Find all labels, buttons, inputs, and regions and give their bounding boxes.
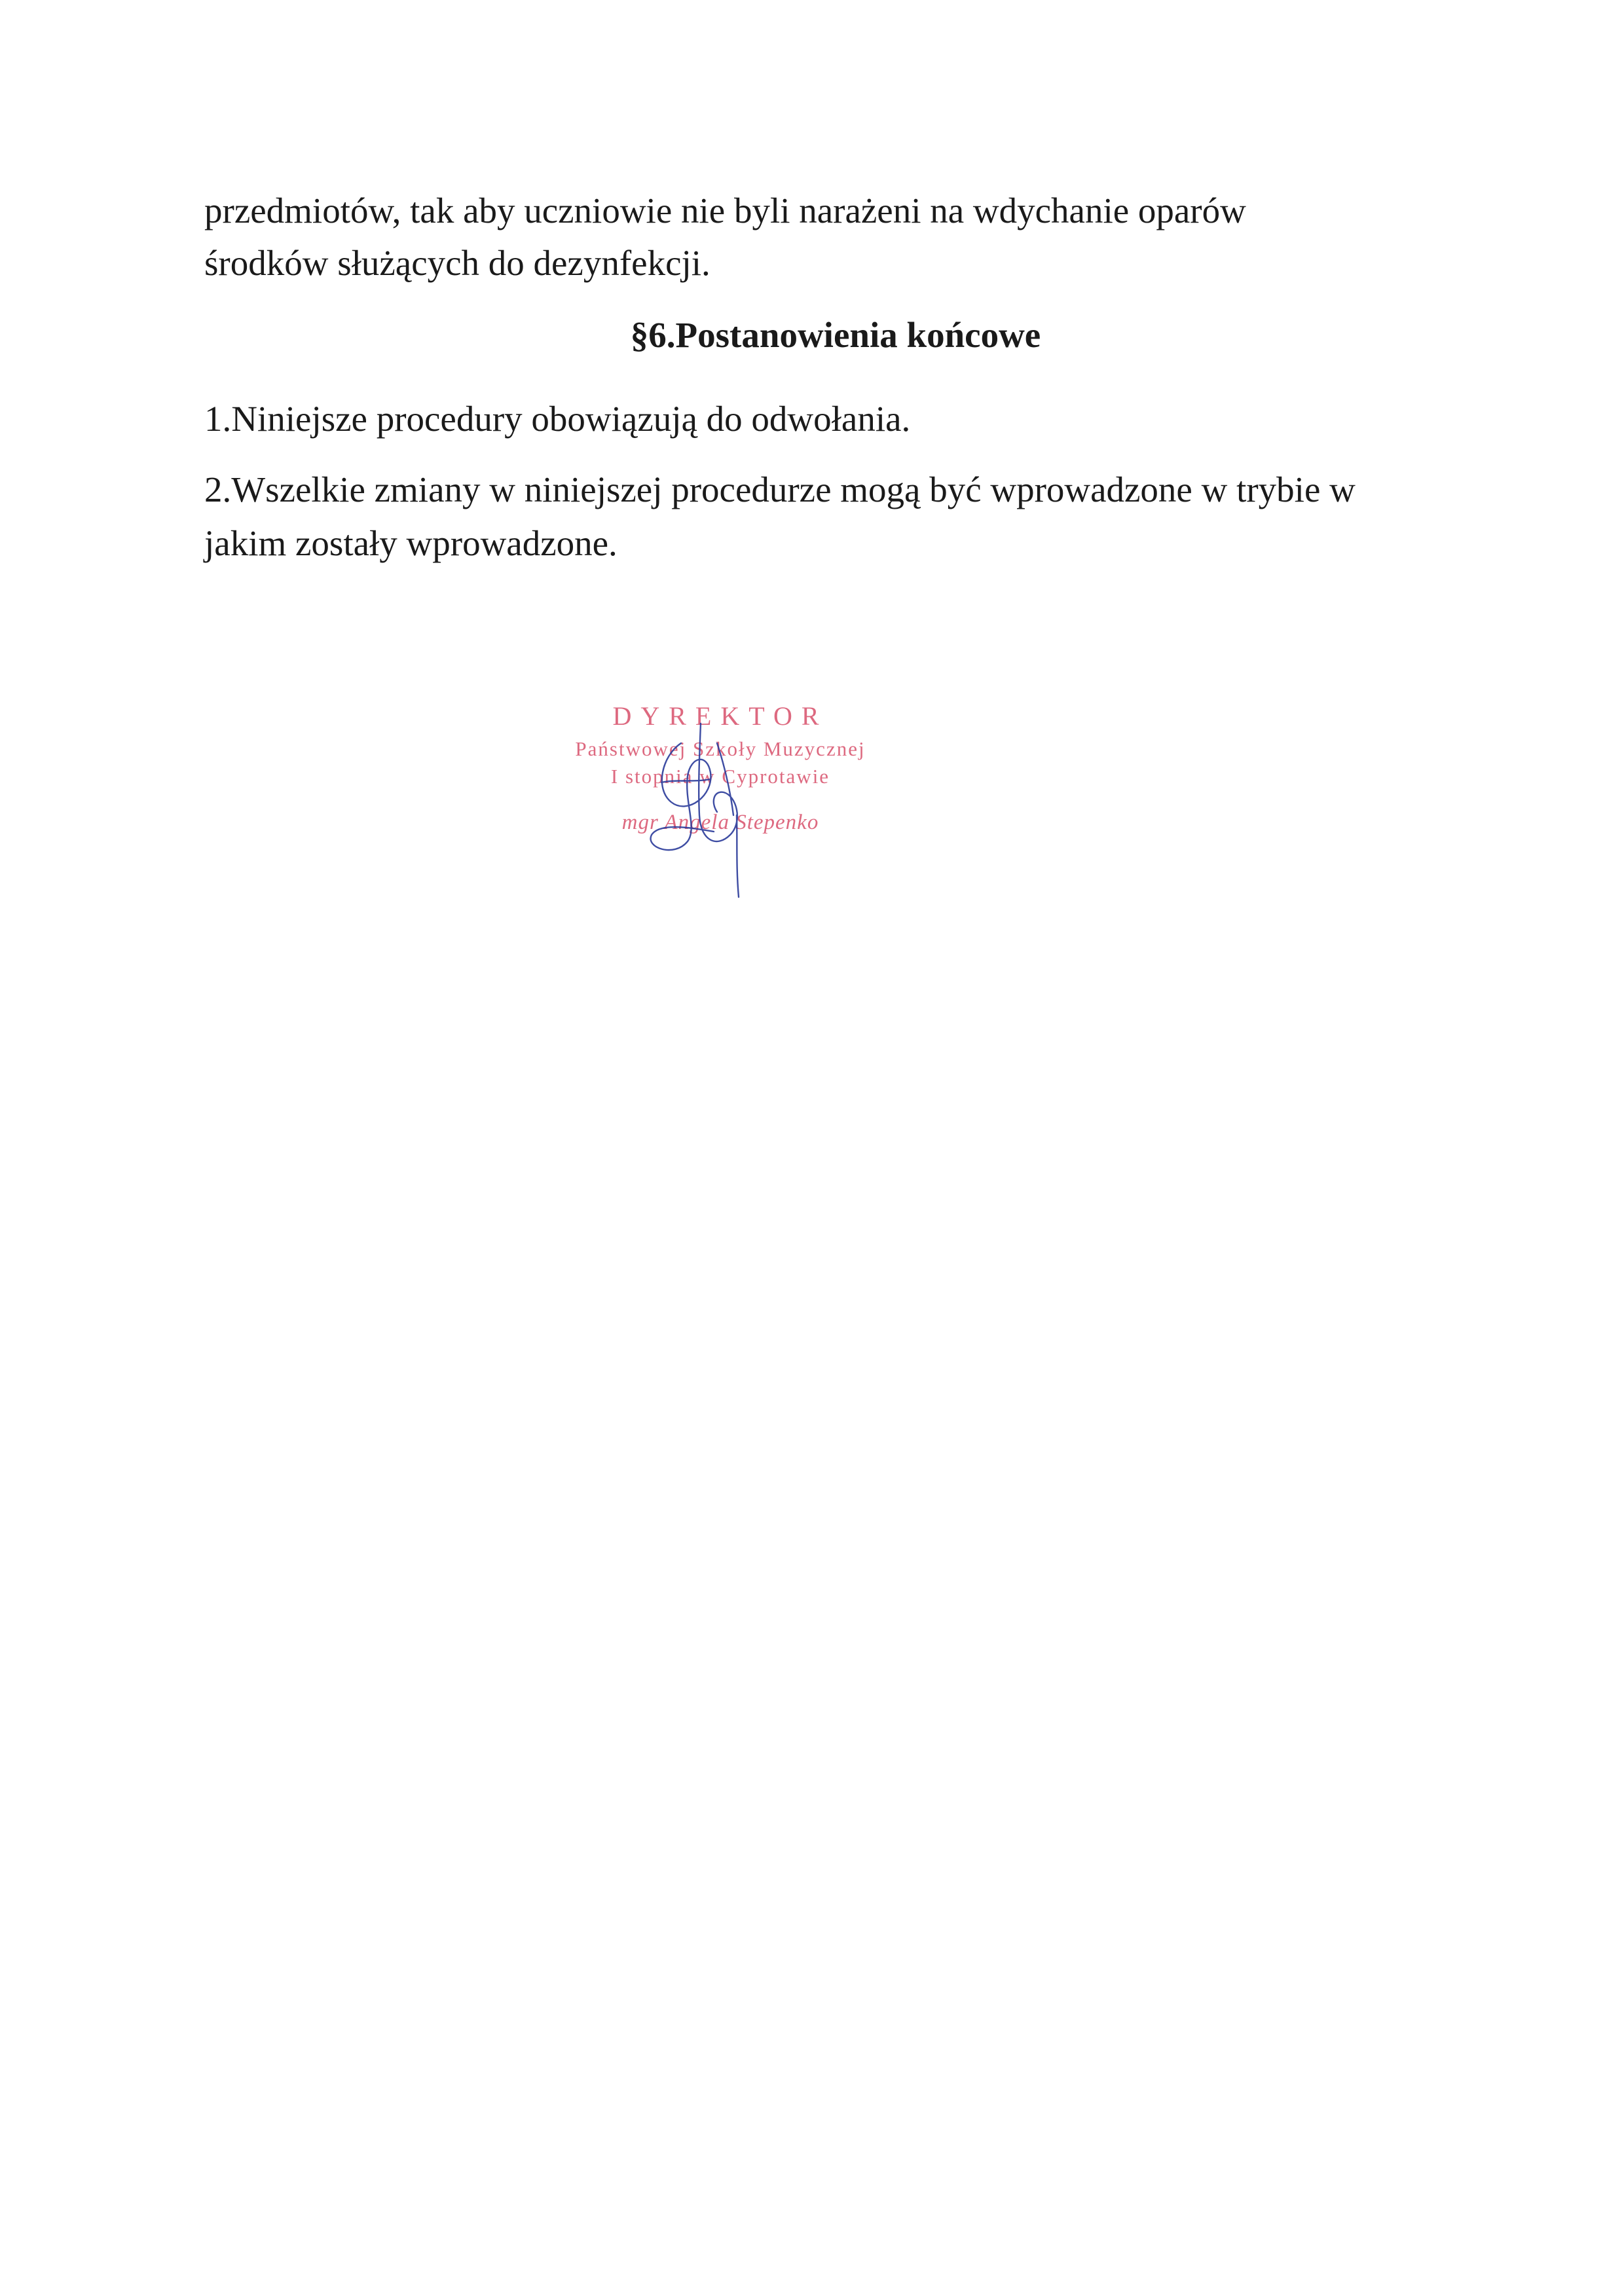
- stamp-name: mgr Angela Stepenko: [621, 811, 819, 834]
- stamp-place: I stopnia w Cyprotawie: [610, 765, 830, 788]
- handwritten-signature: [583, 717, 805, 900]
- list-item: 1.Niniejsze procedury obowiązują do odwołania.: [204, 399, 911, 439]
- body-text-line: przedmiotów, tak aby uczniowie nie byli narażeni na wdychanie oparów: [204, 191, 1246, 230]
- stamp-title: DYREKTOR: [612, 701, 828, 731]
- stamp-school: Państwowej Szkoły Muzycznej: [575, 737, 866, 760]
- list-item: jakim zostały wprowadzone.: [204, 523, 618, 563]
- body-text-line: środków służących do dezynfekcji.: [204, 243, 710, 283]
- section-heading: §6.Postanowienia końcowe: [630, 315, 1041, 355]
- list-item: 2.Wszelkie zmiany w niniejszej procedurze mogą być wprowadzone w trybie w: [204, 469, 1356, 509]
